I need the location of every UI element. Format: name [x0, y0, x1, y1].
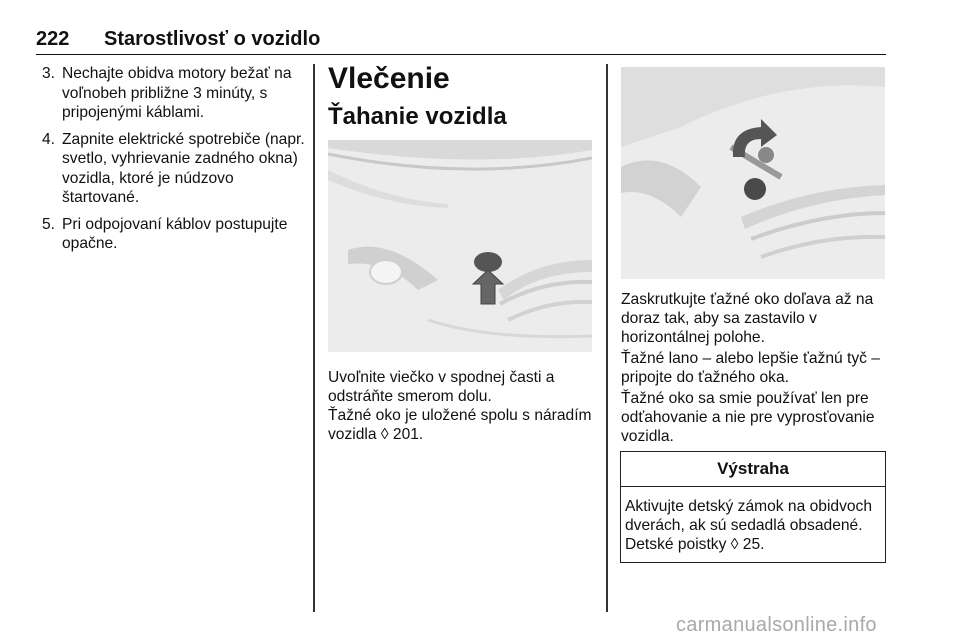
- instruction-attach-rope: Ťažné lano – alebo lepšie ťažnú tyč – pripojte do ťažného oka.: [621, 350, 880, 386]
- list-item: [36, 64, 306, 123]
- step-number: 4.: [42, 130, 56, 148]
- step-text: Nechajte obidva motory bežať na voľnobeh približne 3 minúty, s pripojenými káblami.: [62, 65, 292, 121]
- column-divider-left: [313, 64, 315, 612]
- page-number: 222: [36, 28, 70, 50]
- column-divider-right: [606, 64, 608, 612]
- tow-eye-usage-note: Ťažné oko sa smie používať len pre odťahovanie a nie pre vyprosťovanie vozidla.: [621, 390, 875, 445]
- instruction-screw-tow-eye: Zaskrutkujte ťažné oko doľava až na doraz tak, aby sa zastavilo v horizontálnej polohe.: [621, 291, 874, 346]
- step-number: 5.: [42, 215, 56, 233]
- tow-eye-drawing: [621, 67, 885, 279]
- warning-text: Aktivujte detský zámok na obidvoch dverách, ak sú sedadlá obsadené. Detské poistky ◊ 25.: [625, 498, 873, 553]
- section-heading: Vlečenie: [328, 62, 450, 95]
- subsection-heading: Ťahanie vozidla: [328, 103, 507, 130]
- steps-list: [36, 64, 306, 254]
- bumper-cover-drawing: [328, 140, 592, 352]
- steps-column: [36, 64, 306, 261]
- step-text: Pri odpojovaní káblov postupujte opačne.: [62, 215, 288, 252]
- watermark-text: carmanualsonline.info: [676, 614, 877, 636]
- warning-title: Výstraha: [621, 452, 885, 487]
- instruction-remove-cover: Uvoľnite viečko v spodnej časti a odstráňte smerom dolu.: [328, 369, 555, 405]
- step-number: 3.: [42, 65, 56, 82]
- warning-box: [620, 451, 886, 563]
- tow-eye-illustration: [621, 67, 885, 279]
- page-header: [36, 26, 886, 55]
- list-item: [36, 215, 306, 254]
- list-item: [36, 130, 306, 208]
- step-text: Zapnite elektrické spotrebiče (napr. svetlo, vyhrievanie zadného okna) vozidla, ktoré je núdzovo štartované.: [62, 130, 305, 206]
- section-title: Starostlivosť o vozidlo: [104, 28, 321, 50]
- tow-eye-storage-note: Ťažné oko je uložené spolu s náradím vozidla ◊ 201.: [328, 407, 592, 443]
- bumper-cover-illustration: [328, 140, 592, 352]
